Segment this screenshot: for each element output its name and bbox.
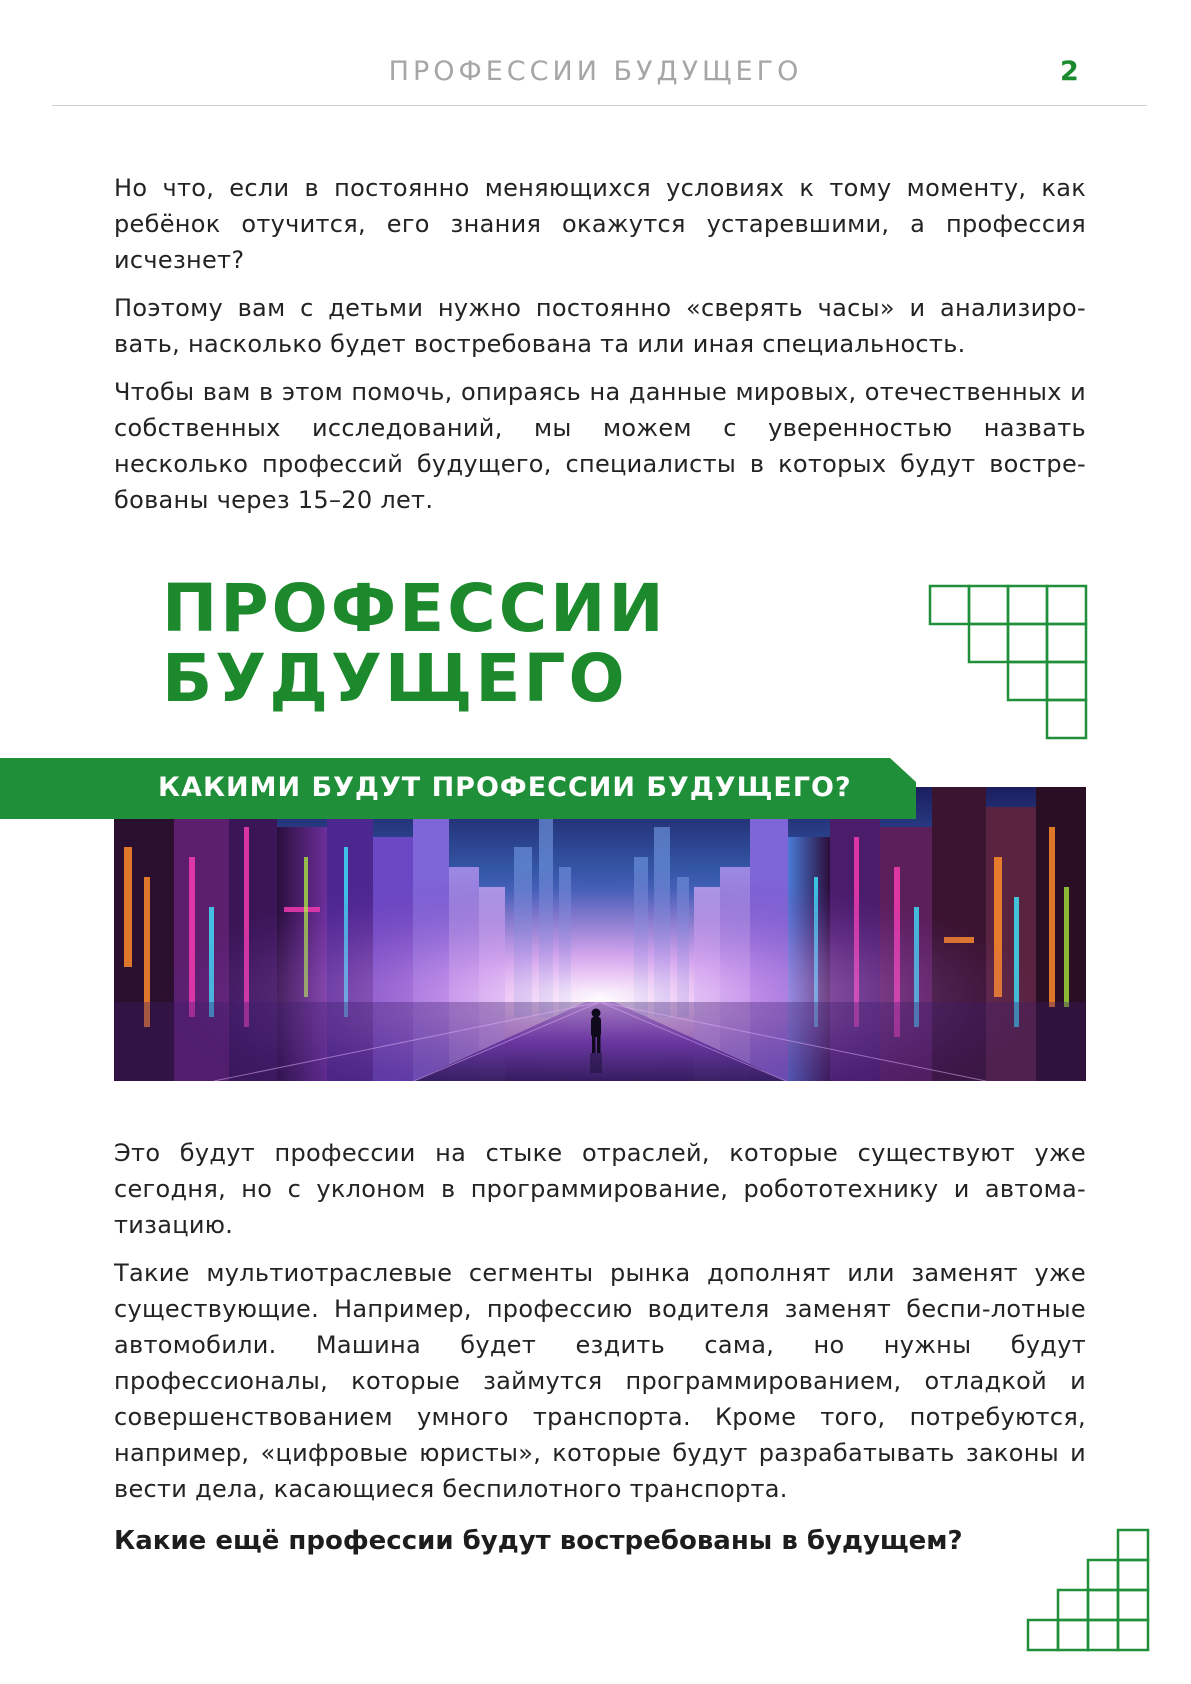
section-title-line-2: БУДУЩЕГО (162, 640, 628, 717)
city-illustration (114, 787, 1086, 1081)
intro-paragraph-3: Чтобы вам в этом помочь, опираясь на данные мировых, отечественных и собственных исследований, мы можем с уверенностью назвать несколько профессий будущего, специалисты в которых будут востре-бованы через 15–20 лет. (114, 378, 1086, 514)
body-paragraph-2: Такие мультиотраслевые сегменты рынка дополнят или заменят уже существующие. Например, профессию водителя заменят беспи-лотные автомобили. Машина будет ездить сама, но нужны будут профессионалы, которые займутся программированием, отладкой и совершенствованием умного транспорта. Кроме того, потребуются, например, «цифровые юристы», которые будут разрабатывать законы и вести дела, касающиеся беспилотного транспорта. (114, 1259, 1086, 1503)
section-banner-label: КАКИМИ БУДУТ ПРОФЕССИИ БУДУЩЕГО? (158, 772, 852, 803)
page-number: 2 (1060, 56, 1079, 87)
body-paragraph-1: Это будут профессии на стыке отраслей, которые существуют уже сегодня, но с уклоном в программирование, робототехнику и автома-тизацию. (114, 1139, 1086, 1239)
header-divider (52, 105, 1147, 106)
section-title-line-1: ПРОФЕССИИ (162, 570, 667, 647)
question-heading: Какие ещё профессии будут востребованы в будущем? (114, 1526, 963, 1556)
intro-paragraph-1: Но что, если в постоянно меняющихся условиях к тому моменту, как ребёнок отучится, его знания окажутся устаревшими, а профессия исчезнет? (114, 174, 1086, 274)
running-header-title: ПРОФЕССИИ БУДУЩЕГО (388, 56, 803, 87)
section-title (162, 570, 667, 717)
intro-paragraph-2: Поэтому вам с детьми нужно постоянно «сверять часы» и анализиро-вать, насколько будет востребована та или иная специальность. (114, 294, 1086, 358)
staircase-grid-decoration-bottom (1026, 1528, 1150, 1652)
futuristic-city-image (114, 787, 1086, 1081)
staircase-grid-decoration-top (928, 584, 1088, 740)
